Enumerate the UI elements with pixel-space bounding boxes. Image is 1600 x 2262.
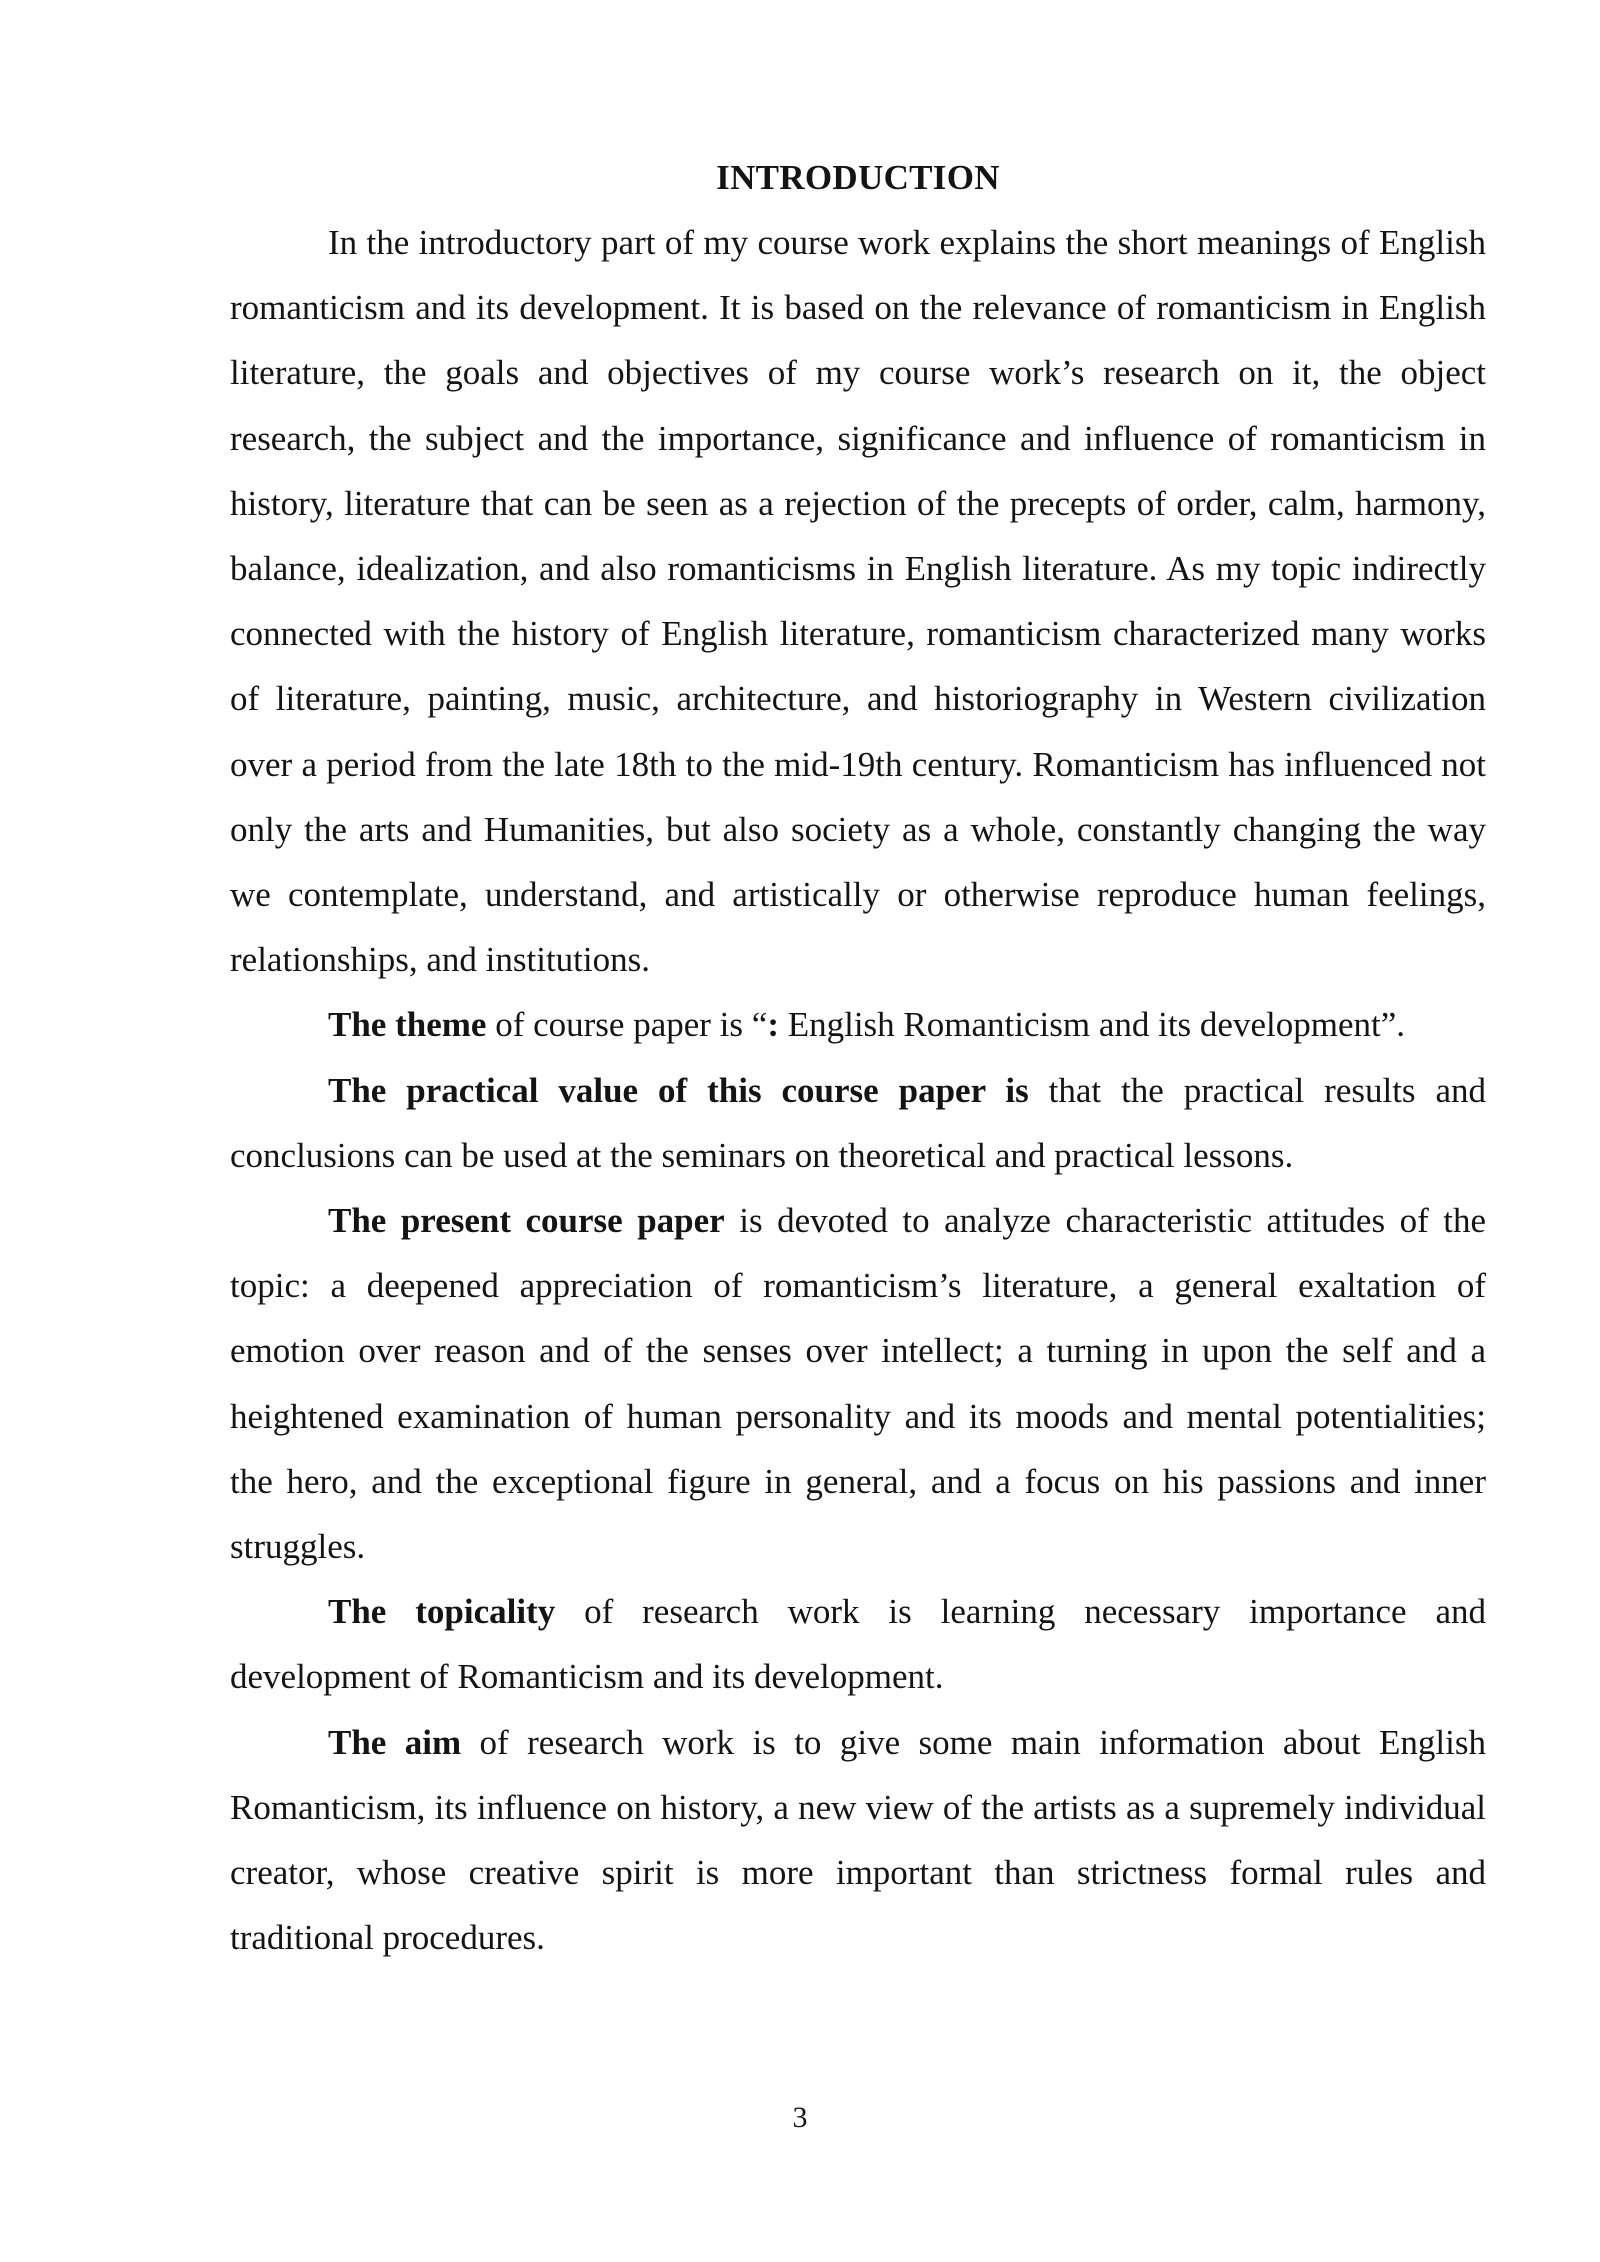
practical-value-paragraph	[230, 1058, 1486, 1188]
theme-colon: :	[767, 1005, 779, 1045]
topicality-text: of research work is learning necessary importance and development of Romanticism and its development.	[230, 1592, 1486, 1697]
topicality-lead: The topicality	[328, 1592, 556, 1632]
aim-paragraph	[230, 1710, 1486, 1971]
theme-text-after: English Romanticism and its development”.	[778, 1005, 1405, 1045]
present-course-paper-text: is devoted to analyze characteristic attitudes of the topic: a deepened appreciation of romanticism’s literature, a general exaltation of emotion over reason and of the senses over intellect; a turning in upon the self and a heightened examination of human personality and its moods and mental potentialities; the hero, and the exceptional figure in general, and a focus on his passions and inner struggles.	[230, 1201, 1486, 1567]
document-page	[230, 145, 1486, 1970]
practical-value-lead: The practical value of this course paper is	[328, 1070, 1029, 1110]
present-course-paper-paragraph	[230, 1188, 1486, 1579]
page-number: 3	[792, 2101, 808, 2134]
page-title: INTRODUCTION	[716, 158, 1000, 197]
present-course-paper-lead: The present course paper	[328, 1201, 725, 1241]
aim-lead: The aim	[328, 1722, 462, 1762]
intro-paragraph: In the introductory part of my course work explains the short meanings of English romanticism and its development. It is based on the relevance of romanticism in English literature, the goals and objectives of my course work’s research on it, the object research, the subject and the importance, significance and influence of romanticism in history, literature that can be seen as a rejection of the precepts of order, calm, harmony, balance, idealization, and also romanticisms in English literature. As my topic indirectly connected with the history of English literature, romanticism characterized many works of literature, painting, music, architecture, and historiography in Western civilization over a period from the late 18th to the mid-19th century. Romanticism has influenced not only the arts and Humanities, but also society as a whole, constantly changing the way we contemplate, understand, and artistically or otherwise reproduce human feelings, relationships, and institutions.	[230, 223, 1486, 980]
aim-text: of research work is to give some main information about English Romanticism, its influence on history, a new view of the artists as a supremely individual creator, whose creative spirit is more important than strictness formal rules and traditional procedures.	[230, 1722, 1486, 1958]
theme-lead: The theme	[328, 1005, 487, 1045]
theme-text-before: of course paper is “	[486, 1005, 768, 1045]
theme-paragraph	[230, 992, 1486, 1057]
practical-value-text: that the practical results and conclusions can be used at the seminars on theoretical and practical lessons.	[230, 1070, 1487, 1175]
topicality-paragraph	[230, 1579, 1486, 1709]
